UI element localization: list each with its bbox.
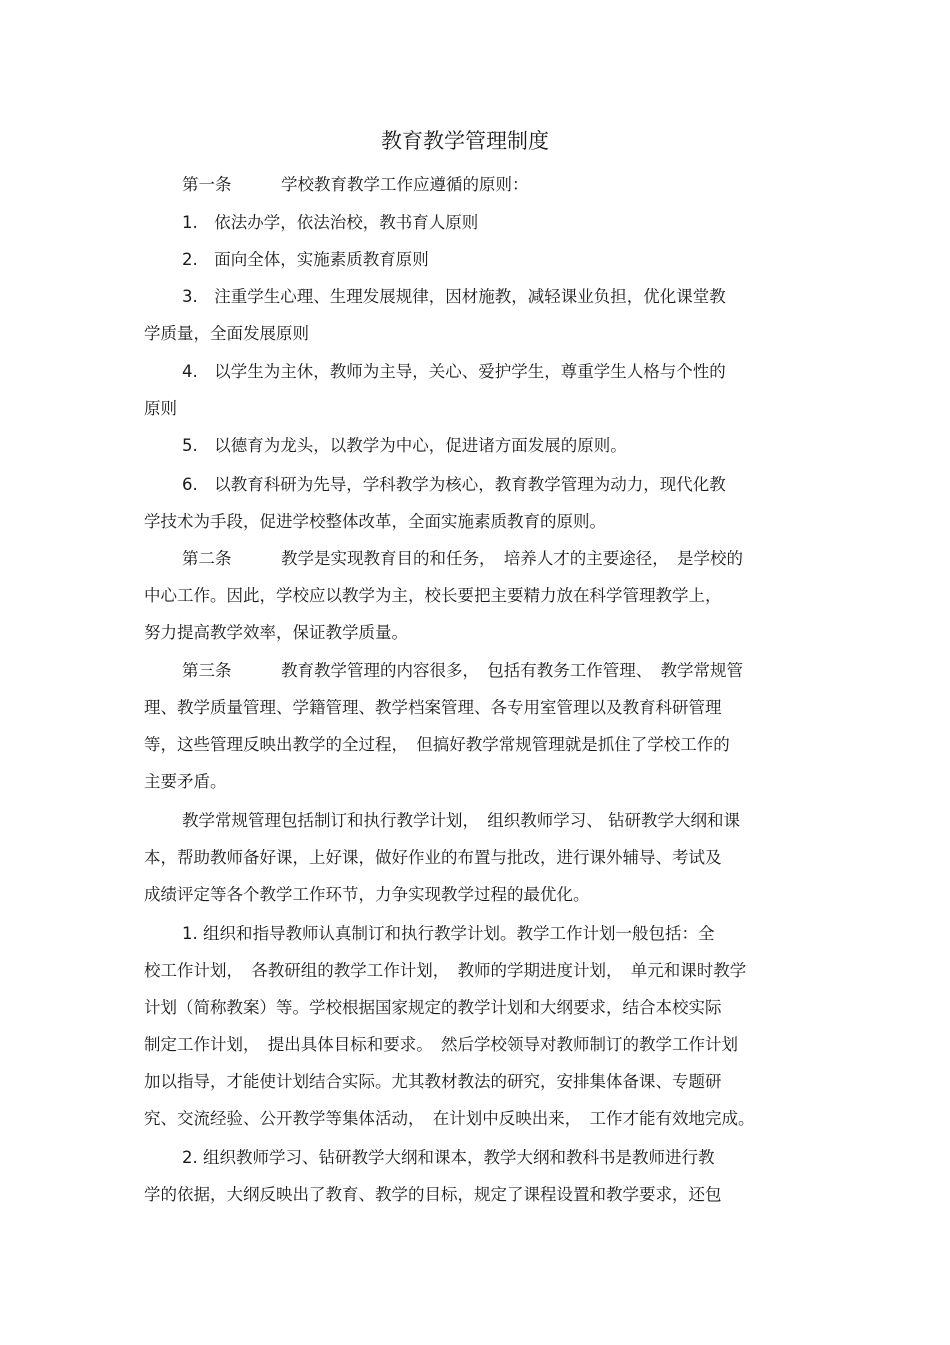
paragraph-line: 中心工作。因此，学校应以教学为主，校长要把主要精力放在科学管理教学上， bbox=[144, 586, 722, 605]
paragraph-line: 校工作计划， 各教研组的教学工作计划， 教师的学期进度计划， 单元和课时教学 bbox=[144, 961, 747, 980]
document-title: 教育教学管理制度 bbox=[381, 129, 549, 153]
paragraph-line: 计划（简称教案）等。学校根据国家规定的教学计划和大纲要求，结合本校实际 bbox=[144, 998, 722, 1017]
paragraph-line: 学的依据，大纲反映出了教育、教学的目标，规定了课程设置和教学要求，还包 bbox=[144, 1185, 722, 1204]
paragraph-line: 2. 面向全体，实施素质教育原则 bbox=[182, 250, 429, 269]
paragraph-line: 4. 以学生为主休，教师为主导，关心、爱护学生，尊重学生人格与个性的 bbox=[182, 362, 726, 381]
paragraph-line: 究、交流经验、公开教学等集体活动， 在计划中反映出来， 工作才能有效地完成。 bbox=[144, 1109, 755, 1128]
paragraph-line: 学技术为手段，促进学校整体改革，全面实施素质教育的原则。 bbox=[144, 512, 606, 531]
paragraph-line: 教学常规管理包括制订和执行教学计划， 组织教师学习、 钻研教学大纲和课 bbox=[182, 811, 740, 830]
paragraph-line: 1. 组织和指导教师认真制订和执行教学计划。教学工作计划一般包括：全 bbox=[182, 924, 715, 943]
paragraph-line: 理、教学质量管理、学籍管理、教学档案管理、各专用室管理以及教育科研管理 bbox=[144, 698, 722, 717]
paragraph-line: 5. 以德育为龙头，以教学为中心，促进诸方面发展的原则。 bbox=[182, 436, 627, 455]
paragraph-line: 第二条 教学是实现教育目的和任务， 培养人才的主要途径， 是学校的 bbox=[182, 549, 743, 568]
paragraph-line: 努力提高教学效率，保证教学质量。 bbox=[144, 623, 408, 642]
paragraph-line: 加以指导，才能使计划结合实际。尤其教材教法的研究，安排集体备课、专题研 bbox=[144, 1072, 722, 1091]
paragraph-line: 主要矛盾。 bbox=[144, 772, 227, 791]
paragraph-line: 第一条 学校教育教学工作应遵循的原则： bbox=[182, 175, 529, 194]
paragraph-line: 第三条 教育教学管理的内容很多， 包括有教务工作管理、 教学常规管 bbox=[182, 661, 743, 680]
paragraph-line: 6. 以教育科研为先导，学科教学为核心，教育教学管理为动力，现代化教 bbox=[182, 475, 726, 494]
paragraph-line: 等，这些管理反映出教学的全过程， 但搞好教学常规管理就是抓住了学校工作的 bbox=[144, 735, 730, 754]
paragraph-line: 2. 组织教师学习、钻研教学大纲和课本，教学大纲和教科书是教师进行教 bbox=[182, 1148, 715, 1167]
paragraph-line: 学质量，全面发展原则 bbox=[144, 324, 309, 343]
paragraph-line: 3. 注重学生心理、生理发展规律，因材施教，减轻课业负担，优化课堂教 bbox=[182, 287, 726, 306]
paragraph-line: 1. 依法办学，依法治校，教书育人原则 bbox=[182, 213, 479, 232]
paragraph-line: 原则 bbox=[144, 399, 177, 418]
paragraph-line: 本，帮助教师备好课，上好课，做好作业的布置与批改，进行课外辅导、考试及 bbox=[144, 848, 722, 867]
paragraph-line: 制定工作计划， 提出具体目标和要求。 然后学校领导对教师制订的教学工作计划 bbox=[144, 1035, 738, 1054]
paragraph-line: 成绩评定等各个教学工作环节，力争实现教学过程的最优化。 bbox=[144, 885, 590, 904]
